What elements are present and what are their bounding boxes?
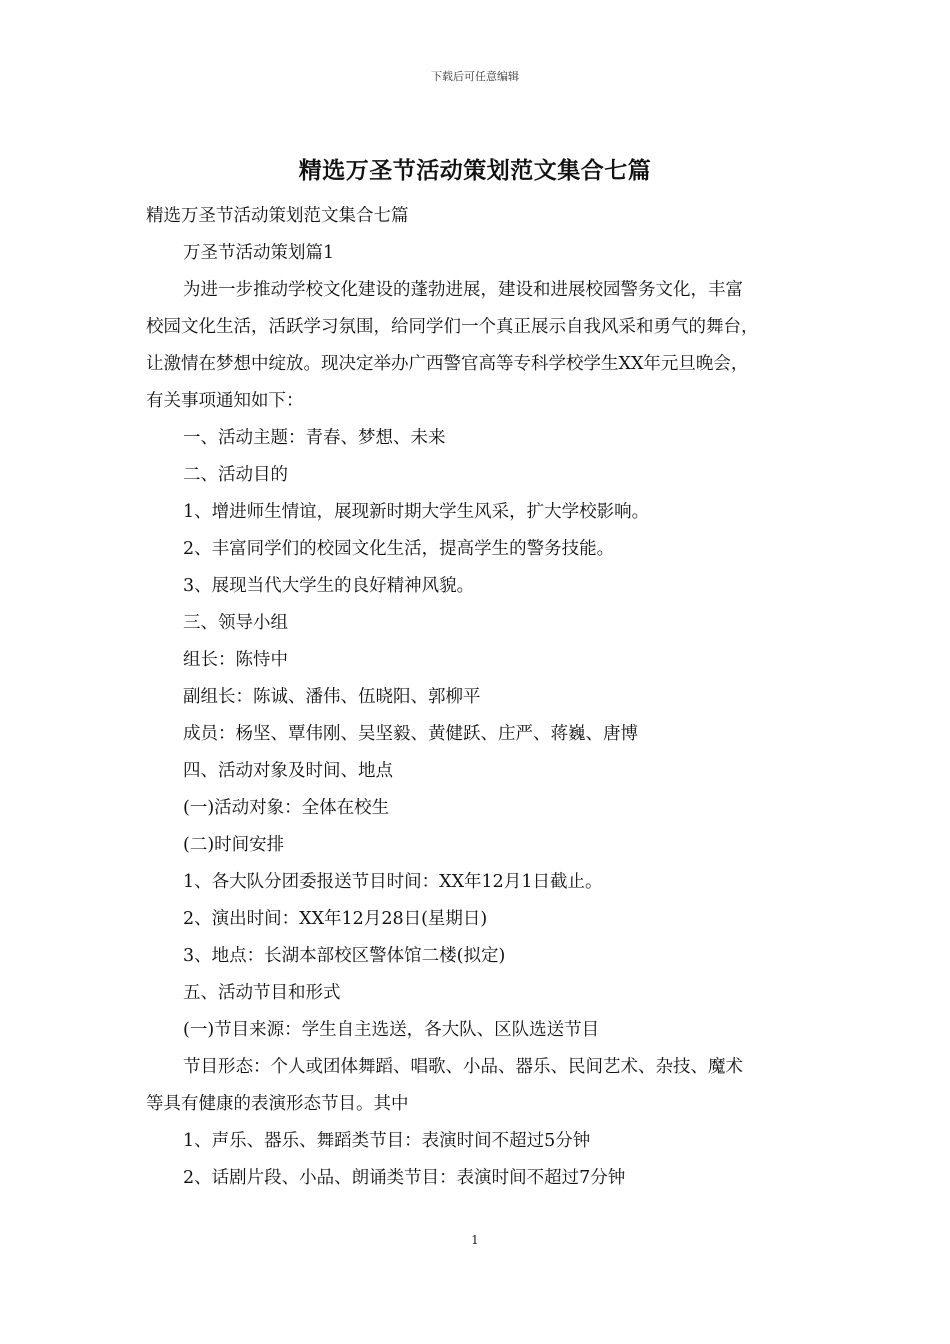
body-line: 万圣节活动策划篇1 [183, 243, 335, 263]
body-line: 二、活动目的 [183, 465, 288, 485]
body-line: 1、声乐、器乐、舞蹈类节目：表演时间不超过5分钟 [183, 1131, 591, 1151]
body-line: 校园文化生活，活跃学习氛围，给同学们一个真正展示自我风采和勇气的舞台， [146, 317, 759, 337]
body-line: 3、展现当代大学生的良好精神风貌。 [183, 576, 475, 596]
body-line: (一)节目来源：学生自主选送，各大队、区队选送节目 [183, 1020, 600, 1040]
header-note: 下载后可任意编辑 [431, 70, 519, 83]
body-line: 2、话剧片段、小品、朗诵类节目：表演时间不超过7分钟 [183, 1168, 626, 1188]
body-line: 有关事项通知如下： [146, 391, 304, 411]
body-line: 五、活动节目和形式 [183, 983, 341, 1003]
body-line: 组长：陈恃中 [183, 650, 288, 670]
body-line: (二)时间安排 [183, 835, 285, 855]
body-line: 三、领导小组 [183, 613, 288, 633]
body-line: 精选万圣节活动策划范文集合七篇 [146, 206, 409, 226]
body-line: 1、增进师生情谊，展现新时期大学生风采，扩大学校影响。 [183, 502, 650, 522]
page-number: 1 [471, 1233, 479, 1247]
body-line: 3、地点：长湖本部校区警体馆二楼(拟定) [183, 946, 506, 966]
body-line: 一、活动主题：青春、梦想、未来 [183, 428, 446, 448]
body-line: 为进一步推动学校文化建设的蓬勃进展，建设和进展校园警务文化，丰富 [183, 280, 743, 300]
body-line: (一)活动对象：全体在校生 [183, 798, 390, 818]
body-line: 等具有健康的表演形态节目。其中 [146, 1094, 409, 1114]
body-line: 节目形态：个人或团体舞蹈、唱歌、小品、器乐、民间艺术、杂技、魔术 [183, 1057, 743, 1077]
document-title: 精选万圣节活动策划范文集合七篇 [298, 157, 652, 184]
body-line: 成员：杨坚、覃伟刚、吴坚毅、黄健跃、庄严、蒋巍、唐博 [183, 724, 638, 744]
body-line: 副组长：陈诚、潘伟、伍晓阳、郭柳平 [183, 687, 481, 707]
body-line: 四、活动对象及时间、地点 [183, 761, 393, 781]
body-line: 2、丰富同学们的校园文化生活，提高学生的警务技能。 [183, 539, 615, 559]
body-line: 让激情在梦想中绽放。现决定举办广西警官高等专科学校学生XX年元旦晚会， [146, 354, 749, 374]
body-line: 2、演出时间：XX年12月28日(星期日) [183, 909, 488, 929]
body-line: 1、各大队分团委报送节目时间：XX年12月1日截止。 [183, 872, 603, 892]
